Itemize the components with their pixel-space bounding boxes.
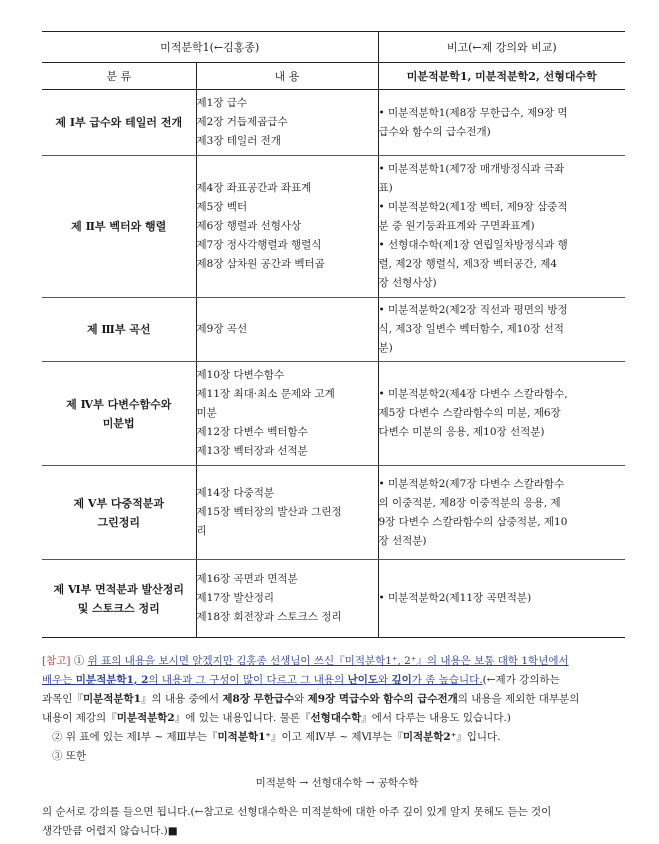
note-line: • 미분적분학1(제7장 매개방정식과 극좌	[378, 163, 565, 175]
part-row	[42, 156, 625, 298]
remark-text: 』이고 제Ⅳ부 ~ 제Ⅵ부는『	[270, 731, 403, 743]
note-line: 의 이중적분, 제8장 이중적분의 응용, 제	[378, 496, 561, 509]
remark-text: 』에서 다루는 내용도 있습니다.)	[361, 712, 511, 724]
remark-text: 가 좀 높습니다.	[411, 674, 483, 686]
part-notes	[378, 156, 625, 298]
note-line: • 선형대수학(제1장 연립일차방정식과 행	[378, 239, 568, 251]
part-chapters	[196, 560, 378, 638]
part-notes	[378, 298, 625, 362]
remark-bold: 선형대수학	[310, 712, 362, 724]
chapter-item: 제8장 삼차원 공간과 벡터곱	[196, 258, 325, 270]
left-title: 미적분학1(←김홍종)	[42, 32, 378, 63]
part-row	[42, 362, 625, 466]
part-notes	[378, 560, 625, 638]
chapter-item: 제16장 곡면과 면적분	[196, 573, 298, 585]
part-row	[42, 298, 625, 362]
part-category	[42, 156, 196, 298]
remarks-section	[42, 652, 632, 841]
chapter-item: 제7장 정사각행렬과 행렬식	[196, 239, 322, 251]
remark-text: 생각만큼 어렵지 않습니다.)	[42, 825, 168, 837]
chapter-item: 제2장 거듭제곱급수	[196, 116, 288, 128]
note-bullet	[379, 301, 626, 358]
chapter-item: 제4장 좌표공간과 좌표계	[196, 182, 312, 194]
part-chapters	[196, 466, 378, 560]
note-bullet	[379, 104, 626, 142]
remark-text: 과목인『	[42, 693, 83, 705]
part-category	[42, 298, 196, 362]
note-line: 표)	[378, 182, 393, 194]
note-line: 다변수 미분의 응용, 제10장 선적분)	[378, 426, 545, 438]
chapter-item: 제3장 테일러 전개	[196, 135, 281, 147]
remark-text: (←제가 강의하는	[482, 674, 560, 686]
course-flow: 미적분학 → 선형대수학 → 공학수학	[255, 777, 419, 789]
category-line: 및 스토크스 정리	[77, 601, 160, 615]
chapter-item: 제11장 최대·최소 문제와 고계	[196, 388, 335, 400]
part-category	[42, 466, 196, 560]
chapter-item: 제12장 다변수 벡터함수	[196, 426, 308, 438]
category-line: 미분법	[102, 416, 135, 430]
note-line: • 미분적분학2(제4장 다변수 스칼라함수,	[378, 388, 568, 400]
chapter-item: 제15장 벡터장의 발산과 그린정	[196, 506, 342, 518]
remark-text: 배우는	[42, 674, 76, 686]
remark-line-7: 의 순서로 강의를 들으면 됩니다.(←참고로 선형대수학은 미적분학에 대한 아주 깊이 있게 알지 못해도 듣는 것이	[42, 806, 552, 818]
part-notes	[378, 90, 625, 156]
remark-bold: 제9장 멱급수와 함수의 급수전개	[307, 693, 458, 705]
chapter-item: 제1장 급수	[196, 97, 248, 109]
part-chapters	[196, 362, 378, 466]
remark-line-2	[42, 671, 632, 690]
chapter-item: 제5장 벡터	[196, 201, 248, 213]
remark-text: 』의 내용 중에서	[140, 693, 223, 705]
remark-text: 의 내용과 그 구성이 많이 다르고 그 내용의	[148, 674, 348, 686]
part-notes	[378, 466, 625, 560]
remark-bold: 미분적분학1	[82, 693, 141, 705]
chapter-item: 제17장 발산정리	[196, 592, 275, 604]
note-bullet	[379, 198, 626, 236]
remark-text: 』에 있는 내용입니다. 물론『	[174, 712, 311, 724]
remark-bold: 깊이	[391, 674, 412, 686]
remark-text: 내용이 제강의『	[42, 712, 117, 724]
note-line: • 미분적분학2(제1장 벡터, 제9장 삼중적	[378, 201, 568, 213]
col-category: 분 류	[42, 63, 196, 90]
note-line: 분)	[378, 342, 393, 354]
remark-text: 와	[378, 674, 392, 686]
note-line: • 미분적분학1(제8장 무한급수, 제9장 멱	[378, 106, 568, 119]
note-line: 장 선적분)	[378, 534, 427, 547]
note-line: 식, 제3장 일변수 벡터함수, 제10장 선적	[378, 323, 564, 335]
chapter-item: 제10장 다변수함수	[196, 369, 285, 381]
category-line: 그린정리	[97, 515, 140, 529]
chapter-item: 제13장 벡터장과 선적분	[196, 445, 308, 457]
part-chapters	[196, 90, 378, 156]
note-line: • 미분적분학2(제7장 다변수 스칼라함수	[378, 477, 565, 490]
remark-bold: 미분적분학1, 2	[75, 674, 149, 686]
category-line: 제 Ⅱ부 벡터와 행렬	[71, 220, 167, 233]
note-line: 급수와 함수의 급수전개)	[378, 125, 491, 138]
part-row	[42, 560, 625, 638]
remark-line-1	[42, 652, 632, 671]
note-line: 제5장 다변수 스칼라함수의 미분, 제6장	[378, 407, 561, 419]
category-line: 제 Ⅳ부 다변수함수와	[66, 397, 172, 411]
part-row	[42, 466, 625, 560]
right-title: 비고(←제 강의와 비교)	[378, 32, 625, 63]
remark-tag: [참고]	[42, 655, 71, 667]
chapter-item: 제18장 회전장과 스토크스 정리	[196, 611, 342, 623]
remark-underlined-1: 위 표의 내용을 보시면 알겠지만 김홍종 선생님이 쓰신『미적분학1⁺, 2⁺』의 내용은 보통 대학 1학년에서	[87, 655, 569, 667]
category-line: 제 Ⅴ부 다중적분과	[73, 496, 165, 510]
note-line: 분 중 원기둥좌표계와 구면좌표계)	[378, 220, 535, 232]
remark-bold: 미분적분학2	[116, 712, 175, 724]
note-line: 9장 다변수 스칼라함수의 삼중적분, 제10	[378, 515, 568, 528]
category-line: 제 Ⅵ부 면적분과 발산정리	[53, 582, 184, 596]
remark-bold: 미적분학1⁺	[217, 731, 271, 743]
remark-line-4	[42, 709, 632, 728]
parts-body	[42, 90, 625, 638]
part-category	[42, 90, 196, 156]
remark-text: 』입니다.	[456, 731, 501, 743]
chapter-item: 제9장 곡선	[196, 323, 248, 335]
note-line: • 미분적분학2(제2장 직선과 평면의 방정	[378, 304, 568, 316]
note-bullet	[379, 385, 626, 442]
part-chapters	[196, 156, 378, 298]
note-bullet	[379, 475, 626, 551]
note-bullet	[379, 589, 626, 608]
note-line: • 미분적분학2(제11장 곡면적분)	[378, 592, 532, 604]
remark-line-8	[42, 822, 632, 841]
part-category	[42, 362, 196, 466]
remark-bold: 난이도	[347, 674, 378, 686]
end-mark: ■	[167, 825, 178, 837]
remark-line-5	[42, 728, 632, 747]
remark-text: 의 내용을 제외한 대부분의	[457, 693, 580, 705]
part-row	[42, 90, 625, 156]
note-bullet	[379, 236, 626, 293]
remark-line-6: ③ 또한	[52, 750, 87, 762]
remark-bold: 미적분학2⁺	[402, 731, 457, 743]
remark-text: 와	[294, 693, 308, 705]
remark-text: ② 위 표에 있는 제Ⅰ부 ~ 제Ⅲ부는『	[52, 731, 218, 743]
part-category	[42, 560, 196, 638]
part-notes	[378, 362, 625, 466]
chapter-item: 제6장 행렬과 선형사상	[196, 220, 302, 232]
note-bullet	[379, 160, 626, 198]
chapter-item: 미분	[196, 407, 217, 419]
part-chapters	[196, 298, 378, 362]
chapter-item: 제14장 다중적분	[196, 487, 275, 499]
comparison-table	[42, 31, 625, 638]
remark-bold: 제8장 무한급수	[222, 693, 295, 705]
note-line: 렬, 제2장 행렬식, 제3장 벡터공간, 제4	[378, 258, 558, 270]
category-line: 제 Ⅰ부 급수와 테일러 전개	[55, 116, 183, 129]
remark-num-1: ①	[73, 655, 85, 667]
col-content: 내 용	[196, 63, 378, 90]
col-remark: 미분적분학1, 미분적분학2, 선형대수학	[378, 63, 625, 90]
remark-line-3	[42, 690, 632, 709]
note-line: 장 선형사상)	[378, 277, 437, 289]
category-line: 제 Ⅲ부 곡선	[86, 323, 151, 336]
chapter-item: 리	[196, 525, 207, 537]
